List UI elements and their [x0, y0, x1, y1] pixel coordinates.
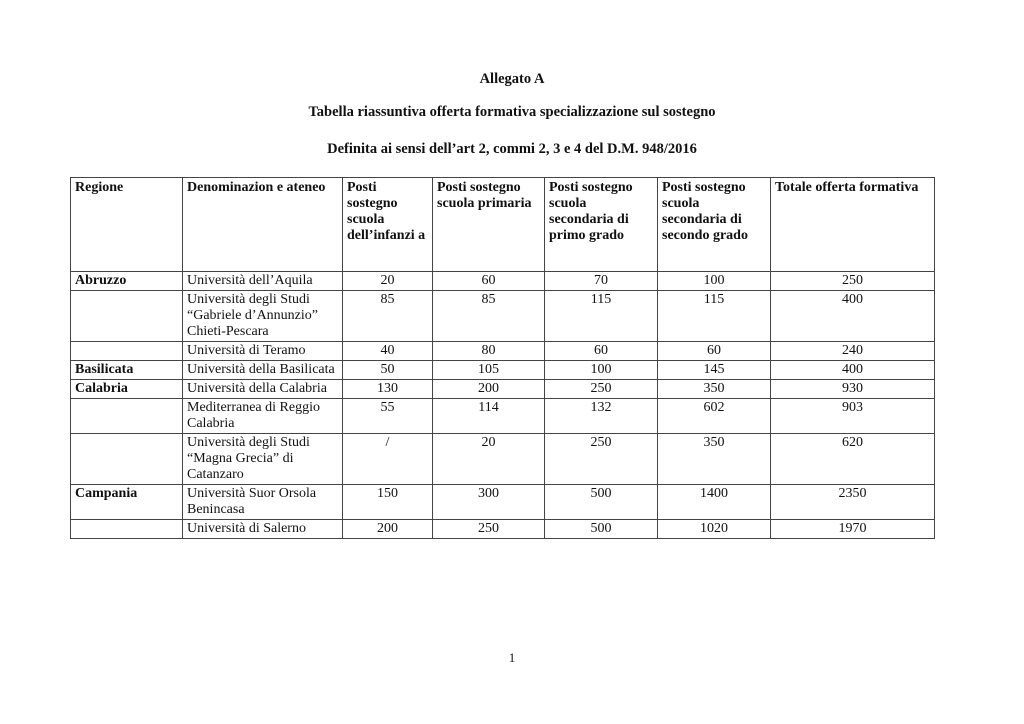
infanzia-cell: 50 — [343, 361, 433, 380]
university-cell: Università di Salerno — [183, 520, 343, 539]
university-cell: Mediterranea di Reggio Calabria — [183, 399, 343, 434]
table-row — [71, 434, 935, 485]
university-cell: Università della Basilicata — [183, 361, 343, 380]
secondo-grado-cell: 60 — [658, 342, 771, 361]
primaria-cell: 85 — [433, 291, 545, 342]
university-cell: Università degli Studi “Gabriele d’Annunzio” Chieti-Pescara — [183, 291, 343, 342]
secondo-grado-cell: 115 — [658, 291, 771, 342]
table-header-row — [71, 178, 935, 272]
secondo-grado-cell: 145 — [658, 361, 771, 380]
document-title: Allegato A — [479, 71, 545, 87]
region-cell: Abruzzo — [71, 272, 183, 291]
infanzia-cell: 130 — [343, 380, 433, 399]
primo-grado-cell: 500 — [545, 520, 658, 539]
secondo-grado-cell: 100 — [658, 272, 771, 291]
table-row — [71, 272, 935, 291]
region-cell — [71, 399, 183, 434]
primaria-cell: 250 — [433, 520, 545, 539]
primaria-cell: 105 — [433, 361, 545, 380]
region-cell: Basilicata — [71, 361, 183, 380]
totale-cell: 240 — [771, 342, 935, 361]
region-cell — [71, 342, 183, 361]
primo-grado-cell: 70 — [545, 272, 658, 291]
column-header-regione: Regione — [71, 178, 183, 272]
infanzia-cell: 85 — [343, 291, 433, 342]
primo-grado-cell: 132 — [545, 399, 658, 434]
table-row — [71, 399, 935, 434]
column-header-infanzia: Posti sostegno scuola dell’infanzi a — [343, 178, 433, 272]
table-row — [71, 485, 935, 520]
primaria-cell: 200 — [433, 380, 545, 399]
secondo-grado-cell: 1020 — [658, 520, 771, 539]
region-cell: Calabria — [71, 380, 183, 399]
table-row — [71, 342, 935, 361]
infanzia-cell: 40 — [343, 342, 433, 361]
column-header-ateneo: Denominazion e ateneo — [183, 178, 343, 272]
summary-table — [70, 177, 935, 539]
university-cell: Università degli Studi “Magna Grecia” di Catanzaro — [183, 434, 343, 485]
infanzia-cell: 150 — [343, 485, 433, 520]
totale-cell: 400 — [771, 291, 935, 342]
page-number: 1 — [508, 650, 516, 665]
secondo-grado-cell: 350 — [658, 434, 771, 485]
totale-cell: 930 — [771, 380, 935, 399]
primaria-cell: 60 — [433, 272, 545, 291]
primaria-cell: 300 — [433, 485, 545, 520]
totale-cell: 903 — [771, 399, 935, 434]
primo-grado-cell: 250 — [545, 434, 658, 485]
primo-grado-cell: 500 — [545, 485, 658, 520]
infanzia-cell: 55 — [343, 399, 433, 434]
university-cell: Università Suor Orsola Benincasa — [183, 485, 343, 520]
secondo-grado-cell: 350 — [658, 380, 771, 399]
totale-cell: 620 — [771, 434, 935, 485]
infanzia-cell: 200 — [343, 520, 433, 539]
region-cell — [71, 520, 183, 539]
university-cell: Università di Teramo — [183, 342, 343, 361]
table-row — [71, 520, 935, 539]
region-cell: Campania — [71, 485, 183, 520]
totale-cell: 250 — [771, 272, 935, 291]
primaria-cell: 20 — [433, 434, 545, 485]
column-header-primo-grado: Posti sostegno scuola secondaria di primo grado — [545, 178, 658, 272]
university-cell: Università della Calabria — [183, 380, 343, 399]
primo-grado-cell: 115 — [545, 291, 658, 342]
primaria-cell: 80 — [433, 342, 545, 361]
primaria-cell: 114 — [433, 399, 545, 434]
university-cell: Università dell’Aquila — [183, 272, 343, 291]
region-cell — [71, 291, 183, 342]
table-row — [71, 380, 935, 399]
column-header-secondo-grado: Posti sostegno scuola secondaria di secondo grado — [658, 178, 771, 272]
infanzia-cell: / — [343, 434, 433, 485]
totale-cell: 400 — [771, 361, 935, 380]
infanzia-cell: 20 — [343, 272, 433, 291]
region-cell — [71, 434, 183, 485]
table-title: Tabella riassuntiva offerta formativa specializzazione sul sostegno — [308, 104, 716, 120]
secondo-grado-cell: 1400 — [658, 485, 771, 520]
column-header-primaria: Posti sostegno scuola primaria — [433, 178, 545, 272]
table-row — [71, 361, 935, 380]
primo-grado-cell: 100 — [545, 361, 658, 380]
primo-grado-cell: 60 — [545, 342, 658, 361]
table-subtitle: Definita ai sensi dell’art 2, commi 2, 3 e 4 del D.M. 948/2016 — [327, 141, 697, 157]
totale-cell: 2350 — [771, 485, 935, 520]
primo-grado-cell: 250 — [545, 380, 658, 399]
secondo-grado-cell: 602 — [658, 399, 771, 434]
table-row — [71, 291, 935, 342]
totale-cell: 1970 — [771, 520, 935, 539]
column-header-totale: Totale offerta formativa — [771, 178, 935, 272]
